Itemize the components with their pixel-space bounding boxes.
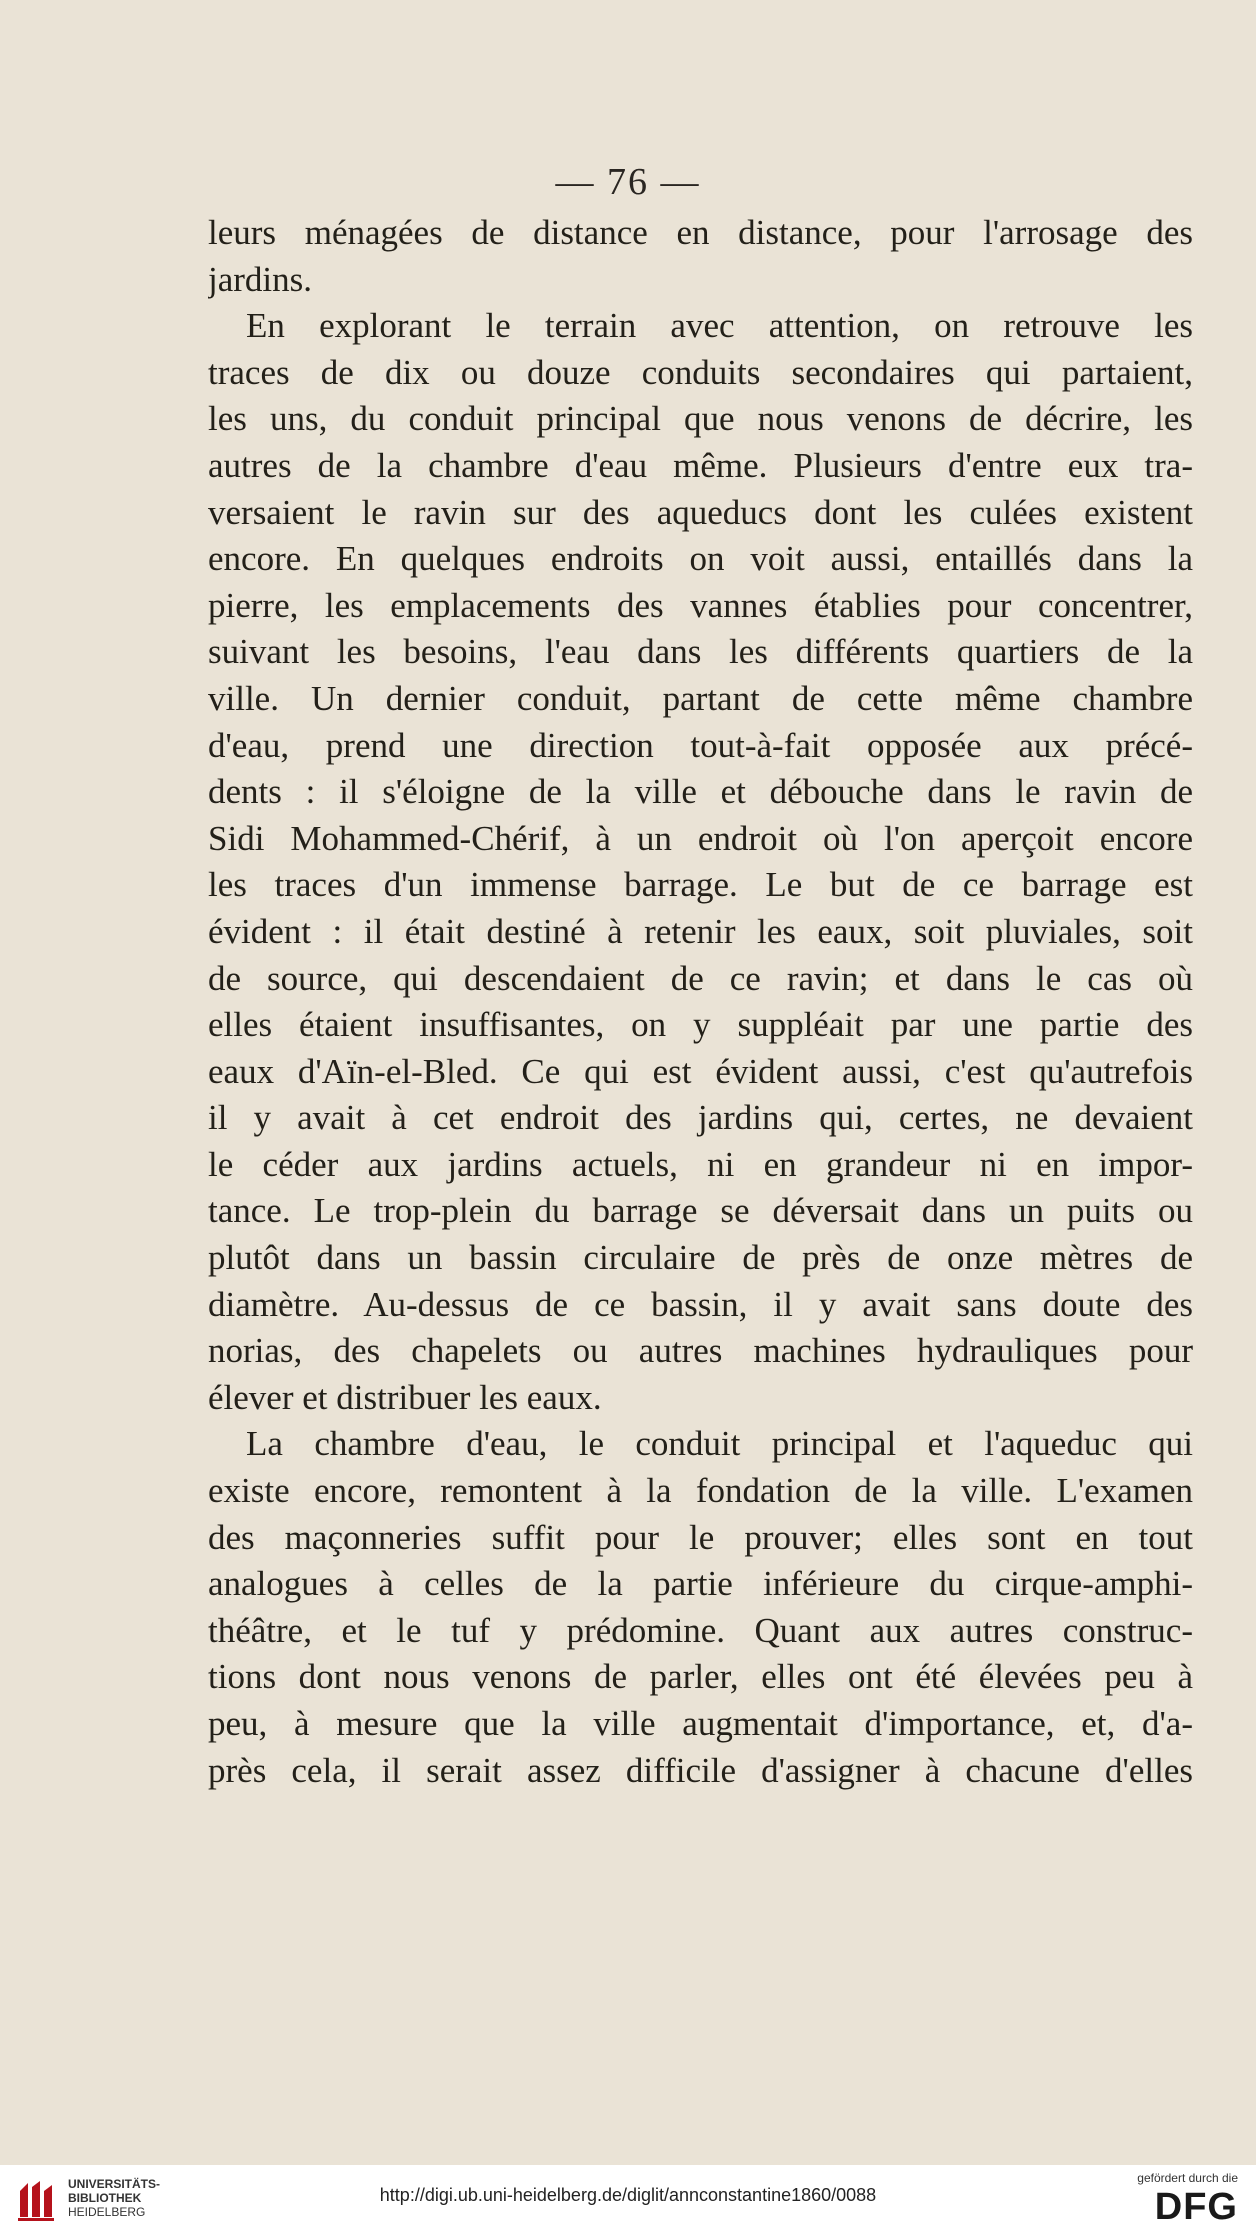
text-line: peu, à mesure que la ville augmentait d'importance, et, d'a- <box>208 1704 1193 1743</box>
text-line: il y avait à cet endroit des jardins qui, certes, ne devaient <box>208 1098 1193 1138</box>
dfg-logo: DFG <box>1154 2186 1238 2228</box>
text-line: En explorant le terrain avec attention, on retrouve les <box>246 306 1193 346</box>
text-line: existe encore, remontent à la fondation de la ville. L'examen <box>208 1471 1193 1511</box>
text-line: encore. En quelques endroits on voit aussi, entaillés dans la <box>208 539 1193 579</box>
text-line: suivant les besoins, l'eau dans les différents quartiers de la <box>208 632 1193 672</box>
text-line: dents : il s'éloigne de la ville et débouche dans le ravin de <box>208 772 1193 812</box>
source-url-link[interactable]: http://digi.ub.uni-heidelberg.de/diglit/annconstantine1860/0088 <box>379 2185 877 2205</box>
library-name-line: BIBLIOTHEK <box>68 2191 142 2205</box>
library-name-line: UNIVERSITÄTS- <box>68 2177 161 2191</box>
library-name-line: HEIDELBERG <box>68 2205 146 2219</box>
text-line: Sidi Mohammed-Chérif, à un endroit où l'on aperçoit encore <box>208 818 1193 858</box>
text-line: norias, des chapelets ou autres machines hydrauliques pour <box>208 1331 1193 1371</box>
text-line: évident : il était destiné à retenir les eaux, soit pluviales, soit <box>208 911 1193 951</box>
text-line: autres de la chambre d'eau même. Plusieurs d'entre eux tra- <box>208 445 1193 485</box>
text-line: La chambre d'eau, le conduit principal et l'aqueduc qui <box>246 1424 1193 1464</box>
text-line: élever et distribuer les eaux. <box>208 1377 602 1417</box>
text-line: elles étaient insuffisantes, on y suppléait par une partie des <box>208 1005 1193 1045</box>
text-line: les traces d'un immense barrage. Le but de ce barrage est <box>208 865 1193 905</box>
text-line: tance. Le trop-plein du barrage se déversait dans un puits ou <box>208 1191 1193 1231</box>
text-line: les uns, du conduit principal que nous venons de décrire, les <box>208 399 1193 439</box>
text-line: jardins. <box>208 259 313 299</box>
funding-caption: gefördert durch die <box>1137 2171 1238 2185</box>
text-line: traces de dix ou douze conduits secondaires qui partaient, <box>208 352 1193 392</box>
page-number: — 76 — <box>555 161 701 203</box>
text-line: des maçonneries suffit pour le prouver; elles sont en tout <box>208 1517 1193 1557</box>
text-line: eaux d'Aïn-el-Bled. Ce qui est évident aussi, c'est qu'autrefois <box>208 1051 1193 1091</box>
text-line: ville. Un dernier conduit, partant de cette même chambre <box>208 678 1193 718</box>
text-line: théâtre, et le tuf y prédomine. Quant aux autres construc- <box>208 1610 1193 1650</box>
text-line: pierre, les emplacements des vannes établies pour concentrer, <box>208 585 1193 625</box>
text-line: leurs ménagées de distance en distance, pour l'arrosage des <box>208 213 1193 252</box>
text-line: de source, qui descendaient de ce ravin; et dans le cas où <box>208 958 1193 998</box>
text-line: versaient le ravin sur des aqueducs dont les culées existent <box>208 492 1193 532</box>
text-line: analogues à celles de la partie inférieure du cirque-amphi- <box>208 1564 1193 1604</box>
footer-bar <box>0 2165 1256 2230</box>
text-line: diamètre. Au-dessus de ce bassin, il y avait sans doute des <box>208 1284 1193 1324</box>
text-line: près cela, il serait assez difficile d'assigner à chacune d'elles <box>208 1750 1193 1790</box>
body-text <box>208 210 1193 1794</box>
text-line: le céder aux jardins actuels, ni en grandeur ni en impor- <box>208 1144 1193 1184</box>
text-line: plutôt dans un bassin circulaire de près de onze mètres de <box>208 1238 1193 1278</box>
text-line: d'eau, prend une direction tout-à-fait opposée aux précé- <box>208 725 1193 765</box>
text-line: tions dont nous venons de parler, elles ont été élevées peu à <box>208 1657 1193 1697</box>
